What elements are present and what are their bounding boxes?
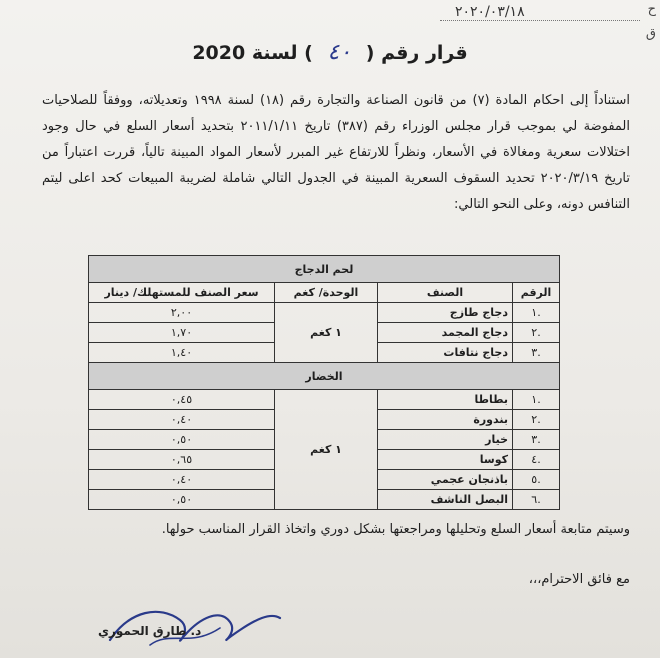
header-item: الصنف: [378, 283, 513, 303]
row-item: بطاطا: [378, 390, 513, 410]
row-number: .١: [513, 303, 560, 323]
row-price: ١,٧٠: [89, 323, 275, 343]
header-number: الرقم: [513, 283, 560, 303]
signatory-name: د. طارق الحموري: [98, 624, 202, 638]
header-unit: الوحدة/ كغم: [275, 283, 378, 303]
closing-line: مع فائق الاحترام،،،: [528, 572, 630, 587]
row-item: كوسا: [378, 450, 513, 470]
table-row: [89, 303, 560, 323]
row-unit: ١ كغم: [275, 390, 378, 510]
row-price: ٠,٤٠: [89, 470, 275, 490]
section-title-vegetables: الخضار: [89, 363, 560, 390]
row-item: دجاج طازج: [378, 303, 513, 323]
corner-mark-bottom: ق: [645, 26, 656, 41]
corner-mark-top: ح: [647, 2, 656, 17]
row-item: البصل الناشف: [378, 490, 513, 510]
row-price: ٢,٠٠: [89, 303, 275, 323]
row-item: خيار: [378, 430, 513, 450]
row-item: بندورة: [378, 410, 513, 430]
price-table: [88, 255, 560, 510]
decision-number: ٤٠: [327, 40, 352, 65]
title-suffix: ) لسنة 2020: [192, 42, 313, 64]
title-prefix: قرار رقم (: [365, 42, 468, 64]
row-price: ٠,٦٥: [89, 450, 275, 470]
row-number: .١: [513, 390, 560, 410]
date-dotted-line: [440, 20, 640, 21]
followup-note: وسيتم متابعة أسعار السلع وتحليلها ومراجعتها بشكل دوري واتخاذ القرار المناسب حولها.: [161, 522, 630, 537]
row-number: .٢: [513, 323, 560, 343]
row-number: .٣: [513, 343, 560, 363]
row-price: ٠,٤٥: [89, 390, 275, 410]
row-price: ١,٤٠: [89, 343, 275, 363]
decision-paragraph: استناداً إلى احكام المادة (٧) من قانون الصناعة والتجارة رقم (١٨) لسنة ١٩٩٨ وتعديلاته، ووفقاً للصلاحيات المفوضة لي بموجب قرار مجلس الوزراء رقم (٣٨٧) تاريخ ٢٠١١/١/١١ بتحديد أسعار السلع في حال وجود اختلالات سعرية ومغالاة في الأسعار، ونظراً للارتفاع غير المبرر لأسعار المواد المبينة تالياً، قررت اعتباراً من تاريخ ٢٠٢٠/٣/١٩ تحديد السقوف السعرية المبينة في الجدول التالي شاملة لضريبة المبيعات كحد اعلى ليتم التنافس دونه، وعلى النحو التالي:: [42, 93, 631, 212]
section-title-chicken: لحم الدجاج: [89, 256, 560, 283]
header-price: سعر الصنف للمستهلك/ دينار: [89, 283, 275, 303]
decision-date: ٢٠٢٠/٠٣/١٨: [455, 4, 525, 20]
row-number: .٢: [513, 410, 560, 430]
row-price: ٠,٥٠: [89, 490, 275, 510]
row-number: .٣: [513, 430, 560, 450]
decision-title: [0, 40, 660, 65]
row-number: .٤: [513, 450, 560, 470]
row-number: .٥: [513, 470, 560, 490]
row-item: دجاج نتافات: [378, 343, 513, 363]
row-price: ٠,٤٠: [89, 410, 275, 430]
row-item: باذنجان عجمي: [378, 470, 513, 490]
row-item: دجاج المجمد: [378, 323, 513, 343]
table-row: [89, 390, 560, 410]
row-price: ٠,٥٠: [89, 430, 275, 450]
row-unit: ١ كغم: [275, 303, 378, 363]
row-number: .٦: [513, 490, 560, 510]
